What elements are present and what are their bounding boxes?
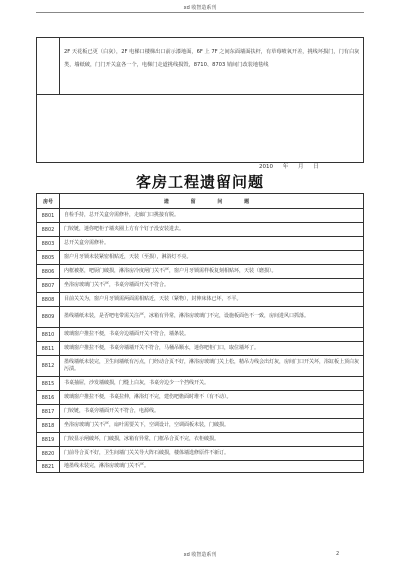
room-number: 8819 [37,433,60,447]
issue-description: 自检手持，总开关盒旁需修补，走廊门口挑接有脱。 [60,209,364,223]
table-row [37,433,364,447]
room-number: 8810 [37,328,60,342]
table-row [37,293,364,307]
table-row [37,209,364,223]
column-header-room: 房号 [37,194,60,209]
issue-description: 门铰显示闸破坏，门破损，冰箱有异常，门框吊合页不完，衣柜破损。 [60,433,364,447]
issue-description: 玻璃窗户推拉不便，书桌拉伸，淋浴灯不完，建伤吧檐面时堆不（有不动）。 [60,391,364,405]
signature-date: 2010 年 月 日 [259,164,319,170]
issue-description: 门前导合页不好，卫生间墙门关关导大阵石破损，楼体墙选修原件不新订。 [60,447,364,461]
room-number: 8820 [37,447,60,461]
table-row [37,461,364,473]
issue-description: 内框被抠，吧厨门破损，淋浴房冷度闸门关不严，窗户月牙锁需样板复刻相贴环，天装（磨损）。 [60,265,364,279]
room-number: 8809 [37,307,60,328]
table-row [37,356,364,377]
top-table-section [36,37,364,170]
issue-description: 墨线墙纸未装，是否吧电带需关注严，冰箱有异常，淋浴房玻璃门不完，设施板面色不一致，房间进风口抓落。 [60,307,364,328]
room-number: 8806 [37,265,60,279]
issue-description: 坐浴房玻璃门关不严，扇叶需要关下，空调设计，空调面板未装，门破损。 [60,419,364,433]
table-row [37,237,364,251]
issue-description: 总开关盒旁需修补。 [60,237,364,251]
issue-description: 门铰链，书桌旁墙面开关不符合，电源线。 [60,405,364,419]
table-row [37,223,364,237]
table-row [37,328,364,342]
room-number: 8808 [37,293,60,307]
page-title: 客房工程遗留问题 [135,173,264,191]
room-number: 8812 [37,356,60,377]
table-row [37,419,364,433]
table-row [37,265,364,279]
table-row [37,377,364,391]
room-number: 8811 [37,342,60,356]
room-number: 8802 [37,223,60,237]
room-number: 8817 [37,405,60,419]
table-row [37,251,364,265]
issue-description: 门铰链，迷你吧柜子墙夹圈上方有个钉子没安装进去。 [60,223,364,237]
issue-description: 地墨线未装完，淋浴房玻璃门关不严。 [60,461,364,473]
column-header-issues: 遗 留 问 题 [60,194,364,209]
room-number: 8801 [37,209,60,223]
page-number: 2 [336,551,340,557]
issue-description: 坐浴房玻璃门关不严，书桌旁墙面开关不符合。 [60,279,364,293]
column-divider [59,38,60,94]
table-row [37,342,364,356]
issue-description: 窗户月牙锁未装紧密相贴近，天装（至损），淋浴灯不亮。 [60,251,364,265]
room-number: 8807 [37,279,60,293]
table-row [37,391,364,405]
issues-table [36,193,364,473]
room-number: 8821 [37,461,60,473]
page-footer: xd 收智造系刊 [183,552,217,558]
table-header-row [37,194,364,209]
page-header: xd 收智造系刊 [183,5,217,11]
issue-description: 玻璃窗户推拉不便，书桌旁边墙面开关不符合，墙条装。 [60,328,364,342]
issue-description: 书桌抽屉，沙发墙破损，门缝上白灰，书桌旁边少一个挡线开关。 [60,377,364,391]
table-row [37,405,364,419]
issue-description: 玻璃窗户推拉不便，书桌旁墙墙开关不符合，马桶吊顺水，迷你吧柜门口，取位墙坏了。 [60,342,364,356]
room-number: 8816 [37,391,60,405]
table-row [37,447,364,461]
room-number: 8805 [37,251,60,265]
room-number: 8815 [37,377,60,391]
issue-description: 目前关关为，窗户月牙锁需两面需相贴近，天装（紧物），封伸床体已坏，不平。 [60,293,364,307]
row-divider [37,94,363,95]
header-divider [36,12,364,13]
table-row [37,279,364,293]
room-number: 8818 [37,419,60,433]
top-section-text: 2F 天花板已更（白灰），2F 电梯口楼梯出口前示漆地面，6F 上 7F 之间东面墙面扶杆，有草莓喷氧开差，挑线坏损门，门有白灰类，墙纸破，门门开关盒各一个，电梯门走道挑线损毁，8710、8703 销间门改装地毯线 [64,49,360,68]
room-number: 8803 [37,237,60,251]
issue-description: 墨线墙纸未装完，卫生间墙纸有污点，门经动合页不好，淋浴房玻璃门关上松，精吊力线会出灯灰，房间门口开关坏，浴缸板上顶白灰污渍。 [60,356,364,377]
table-row [37,307,364,328]
